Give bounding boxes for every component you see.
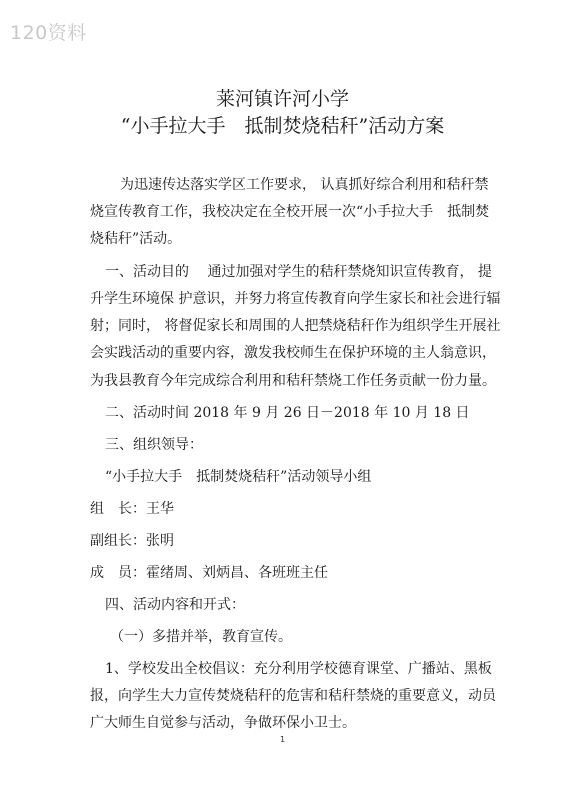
body-line: 为迅速传达落实学区工作要求， 认真抓好综合利用和秸秆禁	[120, 177, 489, 193]
school-title: 莱河镇许河小学	[215, 88, 349, 110]
body-line: 广大师生自觉参与活动，争做环保小卫士。	[90, 715, 356, 731]
subsection-heading: （一）多措并举，教育宣传。	[110, 629, 292, 645]
leader-line: 组 长：王华	[90, 501, 174, 517]
body-line: 1、学校发出全校倡议：充分利用学校德育课堂、广播站、黑板	[105, 661, 492, 677]
section-heading: 一、活动目的 通过加强对学生的秸秆禁烧知识宣传教育， 提	[105, 264, 492, 280]
body-line: 射；同时， 将督促家长和周围的人把禁烧秸秆作为组织学生开展社	[90, 318, 501, 334]
section-heading: 四、活动内容和开式：	[105, 597, 245, 613]
document-title: “小手拉大手 抵制焚烧秸秆”活动方案	[120, 115, 445, 137]
section-heading: 三、组织领导：	[105, 437, 203, 453]
body-line: 为我县教育今年完成综合利用和秸秆禁烧工作任务贡献一份力量。	[90, 373, 496, 389]
members-line: 成 员：霍绪周、刘炳昌、各班班主任	[90, 565, 328, 581]
group-name: “小手拉大手 抵制焚烧秸秆”活动领导小组	[105, 469, 372, 485]
body-line: 烧秸秆”活动。	[90, 231, 182, 247]
section-heading: 二、活动时间 2018 年 9 月 26 日－2018 年 10 月 18 日	[105, 405, 470, 421]
body-line: 烧宣传教育工作，我校决定在全校开展一次“小手拉大手 抵制焚	[90, 204, 490, 220]
body-line: 报，向学生大力宣传焚烧秸秆的危害和秸秆禁烧的重要意义，动员	[90, 688, 496, 704]
body-line: 会实践活动的重要内容，激发我校师生在保护环境的主人翁意识，	[90, 345, 496, 361]
watermark: 120资料	[10, 22, 87, 44]
body-line: 升学生环境保 护意识，并努力将宣传教育向学生家长和社会进行辐	[90, 291, 501, 307]
deputy-leader-line: 副组长：张明	[90, 533, 174, 549]
page-number: 1	[279, 735, 286, 744]
